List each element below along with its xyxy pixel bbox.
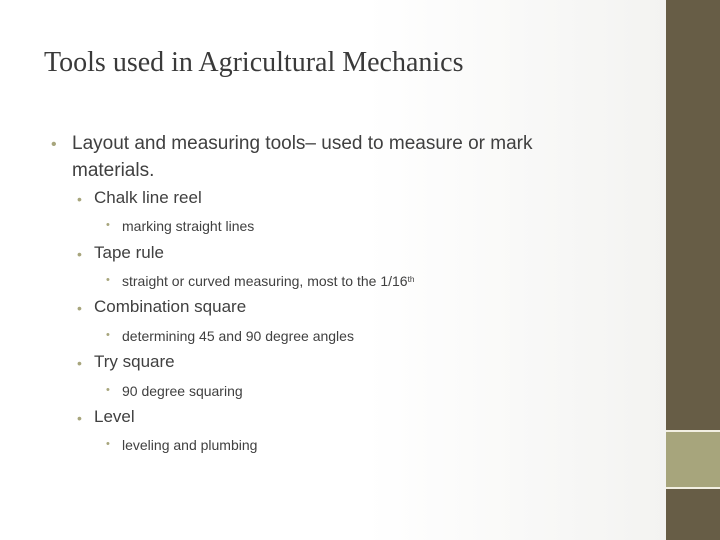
bullet-dot: •: [106, 384, 110, 396]
tool-try-square: Try square: [94, 352, 175, 371]
tool-level-use: leveling and plumbing: [122, 437, 258, 453]
tool-combination-square-use: determining 45 and 90 degree angles: [122, 328, 354, 344]
tool-combination-square: Combination square: [94, 297, 247, 316]
bullet-text-line1: Layout and measuring tools– used to measure or mark: [72, 133, 533, 154]
ordinal-superscript: th: [407, 274, 415, 285]
bullet-dot: •: [106, 219, 110, 231]
bullet-text-line2: materials.: [72, 160, 155, 181]
bullet-dot: •: [106, 438, 110, 450]
tool-try-square-use: 90 degree squaring: [122, 383, 243, 399]
side-accent-divider-bottom: [666, 487, 720, 489]
bullet-dot: •: [106, 274, 110, 286]
tool-level: Level: [94, 407, 135, 426]
tool-chalk-line-reel-use: marking straight lines: [122, 218, 255, 234]
bullet-dot: •: [77, 410, 82, 426]
bullet-dot: •: [77, 300, 82, 316]
bullet-dot: •: [51, 136, 57, 153]
tool-tape-rule: Tape rule: [94, 243, 164, 262]
bullet-dot: •: [106, 329, 110, 341]
side-accent-block: [666, 432, 720, 487]
tool-chalk-line-reel: Chalk line reel: [94, 188, 202, 207]
tool-tape-rule-use: straight or curved measuring, most to the 1/16th: [122, 273, 415, 289]
bullet-dot: •: [77, 355, 82, 371]
slide-title: Tools used in Agricultural Mechanics: [44, 47, 464, 78]
bullet-dot: •: [77, 246, 82, 262]
bullet-dot: •: [77, 191, 82, 207]
